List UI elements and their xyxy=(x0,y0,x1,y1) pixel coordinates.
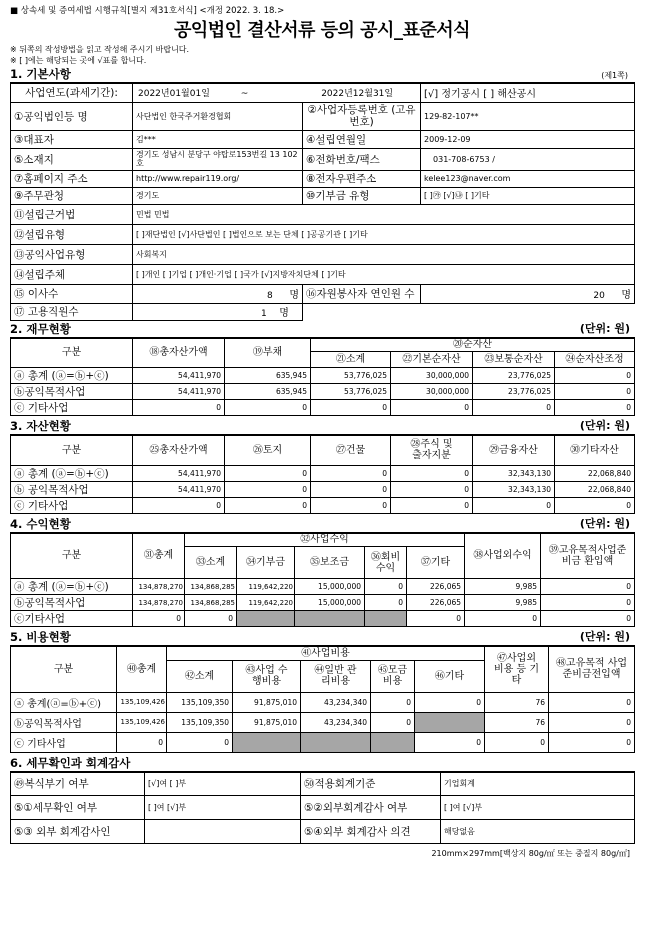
shaded-cell xyxy=(365,611,407,627)
table-row xyxy=(11,579,635,595)
cell: 91,875,010 xyxy=(233,712,301,732)
income-col-sub: ㉟보조금 xyxy=(295,547,365,579)
cell: 135,109,350 xyxy=(167,712,233,732)
blank-cell xyxy=(303,303,635,320)
row-label: ⓑ공익목적사업 xyxy=(11,384,133,400)
rep-label: ③대표자 xyxy=(11,130,133,148)
section-basic-title: 1. 기본사항 xyxy=(10,67,71,81)
income-col-total: ㉛총계 xyxy=(133,533,185,579)
expense-col-biz: ㊶사업비용 xyxy=(167,646,485,660)
cell: 30,000,000 xyxy=(391,368,473,384)
estdate-value: 2009-12-09 xyxy=(421,130,635,148)
cell: 54,411,970 xyxy=(133,481,225,497)
cell: 0 xyxy=(473,497,555,513)
founder-value: [ ]개인 [ ]기업 [ ]개인·기업 [ ]국가 [√]지방자치단체 [ ]기타 xyxy=(133,264,635,284)
expense-col-other: ㊼사업외 비용 등 기타 xyxy=(485,646,549,692)
asset-col: ㉘주식 및 출자지분 xyxy=(391,435,473,465)
cell: 119,642,220 xyxy=(237,579,295,595)
cell: 635,945 xyxy=(225,384,311,400)
cell: 76 xyxy=(485,692,549,712)
cell: 32,343,130 xyxy=(473,481,555,497)
cell: 53,776,025 xyxy=(311,384,391,400)
cell: 0 xyxy=(541,595,635,611)
row-label: ⓑ공익목적사업 xyxy=(11,712,117,732)
cell: 0 xyxy=(549,712,635,732)
cell: 0 xyxy=(311,481,391,497)
table-row xyxy=(11,497,635,513)
donation-value: [ ]㉮ [√]㉯ [ ]기타 xyxy=(421,187,635,204)
book-value: [√]여 [ ]부 xyxy=(145,772,301,796)
bizno-value: 129-82-107** xyxy=(421,102,635,130)
cell: 0 xyxy=(391,497,473,513)
cell: 0 xyxy=(133,611,185,627)
asset-col: ㉕총자산가액 xyxy=(133,435,225,465)
founder-label: ⑭설립주체 xyxy=(11,264,133,284)
cell: 0 xyxy=(225,481,311,497)
bizno-label: ②사업자등록번호 (고유번호) xyxy=(303,102,421,130)
finance-col-debt: ⑲부채 xyxy=(225,338,311,368)
audit-value: [ ]여 [√]부 xyxy=(441,796,635,820)
table-row xyxy=(11,712,635,732)
cell: 226,065 xyxy=(407,579,465,595)
cell: 9,985 xyxy=(465,595,541,611)
cell: 0 xyxy=(133,497,225,513)
finance-col-sub: ㉒기본순자산 xyxy=(391,352,473,368)
office-label: ⑨주무관청 xyxy=(11,187,133,204)
auditor-label: ⑤③ 외부 회계감사인 xyxy=(11,820,145,844)
cell: 0 xyxy=(541,611,635,627)
shaded-cell xyxy=(295,611,365,627)
std-value: 기업회계 xyxy=(441,772,635,796)
cell: 119,642,220 xyxy=(237,595,295,611)
row-label: ⓑ공익목적사업 xyxy=(11,595,133,611)
cell: 30,000,000 xyxy=(391,384,473,400)
type-label: ⑫설립유형 xyxy=(11,224,133,244)
cell: 0 xyxy=(167,732,233,752)
finance-col-sub: ㉑소계 xyxy=(311,352,391,368)
expense-col-sub: ㊹일반 관리비용 xyxy=(301,660,371,692)
office-value: 경기도 xyxy=(133,187,303,204)
tel-label: ⑥전화번호/팩스 xyxy=(303,148,421,170)
finance-col-sub: ㉔순자산조정 xyxy=(555,352,635,368)
book-label: ㊾복식부기 여부 xyxy=(11,772,145,796)
row-label: ⓑ 공익목적사업 xyxy=(11,481,133,497)
check-label: ⑤①세무확인 여부 xyxy=(11,796,145,820)
cell: 0 xyxy=(225,497,311,513)
shaded-cell xyxy=(371,732,415,752)
tel-value: 031-708-6753 / xyxy=(421,148,635,170)
table-row xyxy=(11,611,635,627)
cell: 0 xyxy=(133,400,225,416)
cell: 134,878,270 xyxy=(133,595,185,611)
tax-table xyxy=(10,771,635,845)
email-value: kelee123@naver.com xyxy=(421,170,635,187)
cell: 32,343,130 xyxy=(473,465,555,481)
address-label: ⑤소재지 xyxy=(11,148,133,170)
income-col-sub: ㉝소계 xyxy=(185,547,237,579)
page-number: (제1쪽) xyxy=(601,71,628,80)
cell: 22,068,840 xyxy=(555,465,635,481)
cell: 0 xyxy=(415,692,485,712)
table-row xyxy=(11,481,635,497)
cell: 226,065 xyxy=(407,595,465,611)
finance-col-sub: ㉓보통순자산 xyxy=(473,352,555,368)
homepage-value: http://www.repair119.org/ xyxy=(133,170,303,187)
cell: 0 xyxy=(311,497,391,513)
cell: 0 xyxy=(365,595,407,611)
cell: 0 xyxy=(465,611,541,627)
asset-col: ㉗건물 xyxy=(311,435,391,465)
row-label: ⓐ 총계 (ⓐ=ⓑ+ⓒ) xyxy=(11,579,133,595)
cell: 53,776,025 xyxy=(311,368,391,384)
expense-col-sub: ㊸사업 수행비용 xyxy=(233,660,301,692)
employees-value: 1 명 xyxy=(133,303,303,320)
directors-label: ⑮ 이사수 xyxy=(11,284,133,303)
expense-col-sub: ㊻기타 xyxy=(415,660,485,692)
basic-info-table xyxy=(10,82,635,321)
row-label: ⓒ기타사업 xyxy=(11,611,133,627)
row-label: ⓐ 총계 (ⓐ=ⓑ+ⓒ) xyxy=(11,368,133,384)
income-col-gubun: 구분 xyxy=(11,533,133,579)
cell: 134,878,270 xyxy=(133,579,185,595)
law-reference: ■ 상속세 및 증여세법 시행규칙[별지 제31호서식] <개정 2022. 3. 18.> xyxy=(10,6,285,16)
finance-col-gubun: 구분 xyxy=(11,338,133,368)
income-table xyxy=(10,532,635,628)
cell: 76 xyxy=(485,712,549,732)
row-label: ⓐ 총계 (ⓐ=ⓑ+ⓒ) xyxy=(11,465,133,481)
employees-label: ⑰ 고용직원수 xyxy=(11,303,133,320)
cell: 0 xyxy=(555,400,635,416)
expense-col-sub: ㊷소계 xyxy=(167,660,233,692)
address-value: 경기도 성남시 분당구 야탑로153번길 13 102호 xyxy=(133,148,303,170)
cell: 0 xyxy=(555,368,635,384)
biztype-label: ⑬공익사업유형 xyxy=(11,244,133,264)
cell: 0 xyxy=(225,465,311,481)
expense-col-gubun: 구분 xyxy=(11,646,117,692)
income-col-sub: ㊱회비 수익 xyxy=(365,547,407,579)
org-name-value: 사단법인 한국주거환경협회 xyxy=(133,102,303,130)
biztype-value: 사회복지 xyxy=(133,244,635,264)
section-tax-title: 6. 세무확인과 회계감사 xyxy=(10,755,131,770)
disclosure-type: [√] 정기공시 [ ] 해산공시 xyxy=(421,83,635,102)
finance-col-assets: ⑱총자산가액 xyxy=(133,338,225,368)
cell: 0 xyxy=(415,732,485,752)
cell: 54,411,970 xyxy=(133,384,225,400)
cell: 0 xyxy=(311,400,391,416)
table-row xyxy=(11,595,635,611)
cell: 0 xyxy=(365,579,407,595)
asset-col: ㉖토지 xyxy=(225,435,311,465)
income-col-sub: ㊲기타 xyxy=(407,547,465,579)
cell: 0 xyxy=(485,732,549,752)
asset-table xyxy=(10,434,635,514)
cell: 0 xyxy=(391,465,473,481)
section-asset-title: 3. 자산현황 (단위: 원) xyxy=(10,419,630,433)
cell: 15,000,000 xyxy=(295,595,365,611)
section-income-title: 4. 수익현황 (단위: 원) xyxy=(10,516,630,531)
cell: 0 xyxy=(311,465,391,481)
cell: 23,776,025 xyxy=(473,368,555,384)
cell: 135,109,426 xyxy=(117,692,167,712)
cell: 0 xyxy=(555,384,635,400)
audit-label: ⑤②외부회계감사 여부 xyxy=(301,796,441,820)
finance-table xyxy=(10,337,635,417)
org-name-label: ①공익법인등 명 xyxy=(11,102,133,130)
asset-col: ㉚기타자산 xyxy=(555,435,635,465)
row-label: ⓐ 총계(ⓐ=ⓑ+ⓒ) xyxy=(11,692,117,712)
instruction-note: ※ 뒤쪽의 작성방법을 읽고 작성해 주시기 바랍니다. xyxy=(10,45,190,54)
cell: 23,776,025 xyxy=(473,384,555,400)
directors-value: 8 명 xyxy=(133,284,303,303)
checkbox-note: ※ [ ]에는 해당되는 곳에 √표를 합니다. xyxy=(10,56,147,65)
table-row xyxy=(11,384,635,400)
section-finance-title: 2. 재무현황 (단위: 원) xyxy=(10,321,630,336)
homepage-label: ⑦홈페이지 주소 xyxy=(11,170,133,187)
auditor-value xyxy=(145,820,301,844)
cell: 0 xyxy=(185,611,237,627)
asset-col-gubun: 구분 xyxy=(11,435,133,465)
expense-col-sub: ㊺모금 비용 xyxy=(371,660,415,692)
row-label: ⓒ 기타사업 xyxy=(11,732,117,752)
shaded-cell xyxy=(415,712,485,732)
fiscal-year-range: 2022년01월01일 ~ 2022년12월31일 xyxy=(133,83,421,102)
cell: 134,868,285 xyxy=(185,595,237,611)
cell: 635,945 xyxy=(225,368,311,384)
volunteer-value: 20 명 xyxy=(421,284,635,303)
cell: 134,868,285 xyxy=(185,579,237,595)
cell: 0 xyxy=(117,732,167,752)
volunteer-label: ⑯자원봉사자 연인원 수 xyxy=(303,284,421,303)
row-label: ⓒ 기타사업 xyxy=(11,497,133,513)
check-value: [ ]여 [√]부 xyxy=(145,796,301,820)
shaded-cell xyxy=(301,732,371,752)
cell: 0 xyxy=(407,611,465,627)
cell: 0 xyxy=(541,579,635,595)
finance-col-net: ⑳순자산 xyxy=(311,338,635,352)
email-label: ⑧전자우편주소 xyxy=(303,170,421,187)
cell: 0 xyxy=(371,692,415,712)
cell: 0 xyxy=(225,400,311,416)
expense-col-total: ㊵총계 xyxy=(117,646,167,692)
table-row xyxy=(11,732,635,752)
table-row xyxy=(11,368,635,384)
expense-col-reserve: ㊽고유목적 사업준비금전입액 xyxy=(549,646,635,692)
cell: 43,234,340 xyxy=(301,692,371,712)
cell: 0 xyxy=(555,497,635,513)
shaded-cell xyxy=(237,611,295,627)
shaded-cell xyxy=(233,732,301,752)
donation-label: ⑩기부금 유형 xyxy=(303,187,421,204)
cell: 43,234,340 xyxy=(301,712,371,732)
cell: 0 xyxy=(549,692,635,712)
cell: 0 xyxy=(549,732,635,752)
table-row xyxy=(11,465,635,481)
cell: 135,109,350 xyxy=(167,692,233,712)
form-title: 공익법인 결산서류 등의 공시_표준서식 xyxy=(173,20,470,41)
cell: 15,000,000 xyxy=(295,579,365,595)
expense-table xyxy=(10,645,635,753)
law-value: 민법 민법 xyxy=(133,204,635,224)
cell: 0 xyxy=(391,481,473,497)
rep-value: 김*** xyxy=(133,130,303,148)
paper-spec: 210mm×297mm[백상지 80g/㎡ 또는 중질지 80g/㎡] xyxy=(431,849,630,858)
cell: 54,411,970 xyxy=(133,465,225,481)
estdate-label: ④설립연월일 xyxy=(303,130,421,148)
cell: 0 xyxy=(371,712,415,732)
cell: 9,985 xyxy=(465,579,541,595)
opinion-value: 해당없음 xyxy=(441,820,635,844)
cell: 135,109,426 xyxy=(117,712,167,732)
asset-col: ㉙금융자산 xyxy=(473,435,555,465)
income-col-sub: ㉞기부금 xyxy=(237,547,295,579)
form-page xyxy=(10,4,634,859)
table-row xyxy=(11,400,635,416)
section-expense-title: 5. 비용현황 (단위: 원) xyxy=(10,630,630,644)
law-label: ⑪설립근거법 xyxy=(11,204,133,224)
type-value: [ ]재단법인 [√]사단법인 [ ]법인으로 보는 단체 [ ]공공기관 [ ]기타 xyxy=(133,224,635,244)
cell: 0 xyxy=(473,400,555,416)
std-label: ㊿적용회계기준 xyxy=(301,772,441,796)
income-col-biz: ㉜사업수익 xyxy=(185,533,465,547)
cell: 22,068,840 xyxy=(555,481,635,497)
income-col-reserve: ㊴고유목적사업준비금 환입액 xyxy=(541,533,635,579)
cell: 54,411,970 xyxy=(133,368,225,384)
cell: 91,875,010 xyxy=(233,692,301,712)
cell: 0 xyxy=(391,400,473,416)
fiscal-year-label: 사업연도(과세기간): xyxy=(11,83,133,102)
row-label: ⓒ 기타사업 xyxy=(11,400,133,416)
opinion-label: ⑤④외부 회계감사 의견 xyxy=(301,820,441,844)
table-row xyxy=(11,692,635,712)
income-col-other: ㊳사업외수익 xyxy=(465,533,541,579)
